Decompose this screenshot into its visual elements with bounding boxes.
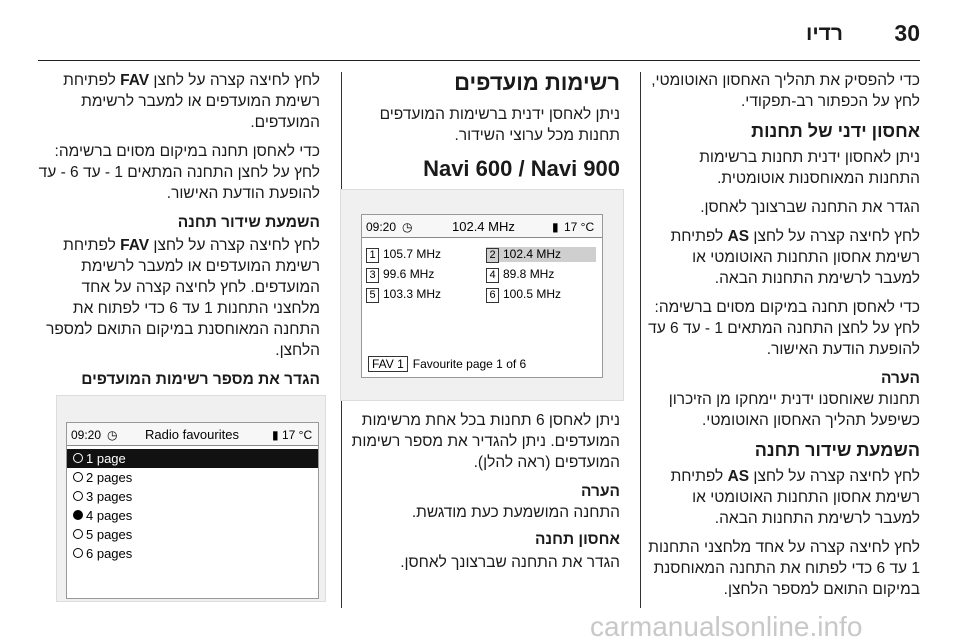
paragraph: ניתן לאחסן ידנית ברשימות המועדפים תחנות מכל ערוצי השידור.: [379, 106, 620, 144]
option-3-pages[interactable]: 3 pages: [67, 487, 318, 506]
paragraph: ניתן לאחסן 6 תחנות בכל אחת מרשימות המועדפים. ניתן להגדיר את מספר רשימות המועדפים (ראה להלן).: [351, 412, 620, 471]
section-heading-define-lists: הגדר את מספר רשימות המועדפים: [81, 371, 320, 388]
paragraph: לחץ לחיצה קצרה על לחצן AS לפתיחת רשימת אחסון התחנות האוטומטי או למעבר לרשימת התחנות הבאה.: [670, 228, 920, 287]
preset-3[interactable]: 3 99.6 MHz: [366, 267, 434, 282]
phone-icon: ▮: [552, 220, 559, 234]
display: [361, 214, 603, 378]
menu-title: Radio favourites: [145, 427, 239, 442]
paragraph: ניתן לאחסון ידנית תחנות ברשימות התחנות המאוחסנות אוטומטית.: [699, 149, 920, 187]
favourite-page-indicator: FAV 1 Favourite page 1 of 6: [368, 357, 526, 371]
radio-icon: [73, 472, 83, 482]
option-6-pages[interactable]: 6 pages: [67, 544, 318, 563]
paragraph: הגדר את התחנה שברצונך לאחסן.: [400, 554, 620, 571]
preset-4[interactable]: 4 89.8 MHz: [486, 267, 554, 282]
screenshot-radio-presets: [340, 189, 624, 401]
preset-1[interactable]: 1 105.7 MHz: [366, 247, 441, 262]
note: [662, 368, 920, 431]
option-5-pages[interactable]: 5 pages: [67, 525, 318, 544]
status-bar: [67, 423, 318, 446]
header-divider: [38, 60, 920, 61]
preset-2[interactable]: 2 102.4 MHz: [486, 247, 596, 262]
clock-icon: ◷: [402, 220, 413, 234]
note: [352, 481, 620, 523]
radio-icon: [73, 491, 83, 501]
preset-6[interactable]: 6 100.5 MHz: [486, 287, 561, 302]
paragraph: לחץ לחיצה קצרה על אחד מלחצני התחנות 1 עד 6 כדי לפתוח את התחנה המאוחסנת במיקום התואם למספר הלחצן.: [648, 539, 920, 598]
option-4-pages[interactable]: 4 pages: [67, 506, 318, 525]
phone-icon: ▮: [272, 428, 279, 442]
note-title: הערה: [881, 370, 920, 387]
section-heading-manual-store: אחסון ידני של תחנות: [751, 121, 920, 141]
clock-icon: ◷: [107, 428, 118, 442]
radio-selected-icon: [73, 510, 83, 520]
status-bar: [362, 215, 602, 238]
temperature: 17 °C: [282, 428, 313, 442]
section-heading-recall: השמעת שידור תחנה: [177, 214, 320, 231]
pages-option-list: [67, 446, 318, 563]
note-text: התחנה המושמעת כעת מודגשת.: [411, 504, 620, 521]
screenshot-radio-favourites-pages: [56, 395, 326, 602]
paragraph: לחץ לחיצה קצרה על לחצן FAV לפתיחת רשימת המועדפים או למעבר לרשימת המועדפים. לחץ לחיצה קצרה על אחד מלחצני התחנות 1 עד 6 כדי לפתוח את התחנה המאוחסנת במיקום התואם למספר הלחצן.: [46, 237, 320, 359]
preset-5[interactable]: 5 103.3 MHz: [366, 287, 441, 302]
clock: 09:20: [71, 428, 102, 442]
radio-icon: [73, 529, 83, 539]
display: [66, 422, 319, 599]
section-heading-store: אחסון תחנה: [534, 531, 620, 548]
watermark: carmanualsonline.info: [590, 611, 863, 642]
model-heading: Navi 600 / Navi 900: [423, 156, 620, 181]
radio-icon: [73, 453, 83, 463]
column-middle: [338, 70, 620, 190]
option-1-page[interactable]: 1 page: [67, 449, 318, 468]
note-title: הערה: [581, 483, 620, 500]
column-middle-lower: [338, 410, 620, 581]
paragraph: כדי לאחסן תחנה במיקום מסוים ברשימה: לחץ על לחצן התחנה המתאים 1 - עד 6 - עד להופעת הודעת האישור.: [38, 143, 320, 202]
section-heading-recall: השמעת שידור תחנה: [754, 440, 920, 460]
column-left: [38, 70, 320, 413]
paragraph: כדי לאחסן תחנה במיקום מסוים ברשימה: לחץ על לחצן התחנה המתאים 1 - עד 6 עד להופעת הודעת האישור.: [648, 299, 920, 358]
note-text: תחנות שאוחסנו ידנית יימחקו מן הזיכרון כשיפעל תהליך האחסון האוטומטי.: [668, 391, 920, 429]
paragraph: כדי להפסיק את תהליך האחסון האוטומטי, לחץ על הכפתור רב-תפקודי.: [651, 72, 920, 110]
page-title: רדיו: [806, 22, 843, 45]
option-2-pages[interactable]: 2 pages: [67, 468, 318, 487]
current-frequency: 102.4 MHz: [452, 219, 515, 234]
paragraph: לחץ לחיצה קצרה על לחצן AS לפתיחת רשימת אחסון התחנות האוטומטי או למעבר לרשימת התחנות הבאה.: [670, 468, 920, 527]
section-heading-favourites: רשימות מועדפים: [454, 70, 620, 95]
column-divider-right: [640, 72, 641, 608]
clock: 09:20: [366, 220, 397, 234]
column-right: [648, 70, 920, 608]
temperature: 17 °C: [564, 220, 595, 234]
page-number: 30: [894, 20, 920, 46]
paragraph: הגדר את התחנה שברצונך לאחסן.: [700, 199, 920, 216]
radio-icon: [73, 548, 83, 558]
paragraph: לחץ לחיצה קצרה על לחצן FAV לפתיחת רשימת המועדפים או למעבר לרשימת המועדפים.: [63, 72, 320, 131]
